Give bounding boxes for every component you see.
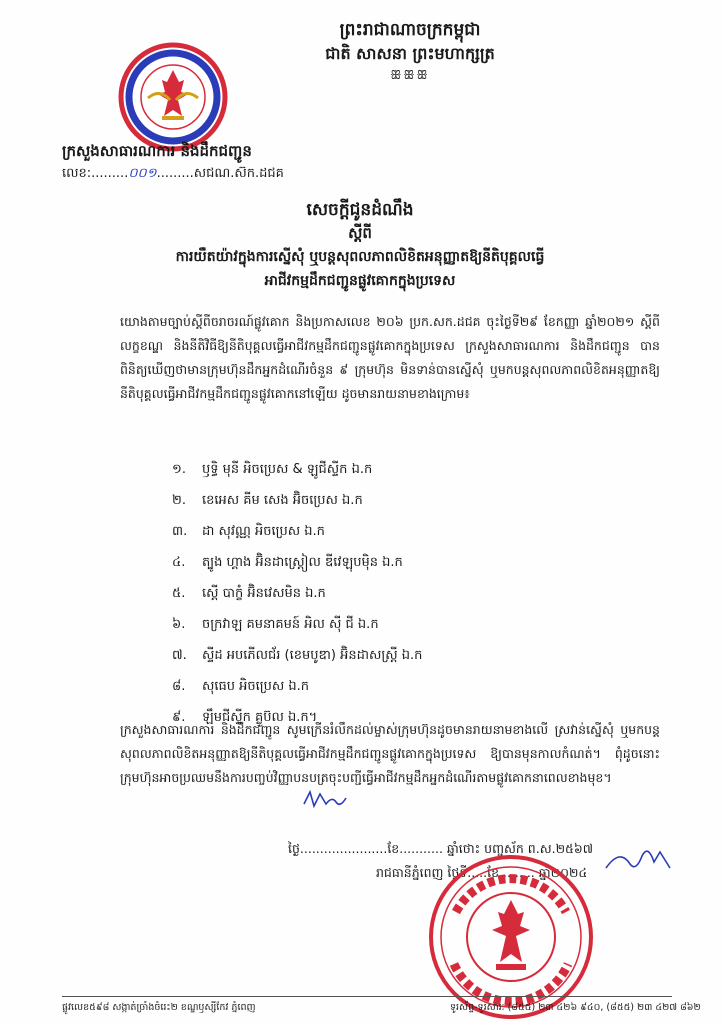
list-item: ៩. ឡឹមជីស្ទីក គ្លូប៊ល ឯ.ក។	[172, 710, 318, 725]
body-paragraph-2: ក្រសួងសាធារណការ និងដឹកជញ្ជូន សូមក្រើនរំលឹកដល់ម្ចាស់ក្រុមហ៊ុនដូចមានរាយនាមខាងលើ ស្រវាន់ស្នើសុំ ឬមកបន្តសុពលភាពលិខិតអនុញ្ញាតឱ្យនីតិបុគ្គលធ្វើអាជីវកម្មដឹកជញ្ជូនផ្លូវគោកក្នុងប្រទេស ឱ្យបានមុនកាលកំណត់។ ពុំដូចនោះ ក្រុមហ៊ុនអាចប្រឈមនឹងការបញ្ចប់វិញ្ញាបនបត្រចុះបញ្ជីធ្វើអាជីវកម្មដឹកអ្នកដំណើរតាមផ្លូវគោកនាពេលខាងមុខ។	[120, 722, 660, 785]
notice-subject-line1: ការយឺតយ៉ាវក្នុងការស្នើសុំ ឬបន្តសុពលភាពលិខិតអនុញ្ញាតឱ្យនីតិបុគ្គលធ្វើ	[175, 249, 545, 265]
lunar-date: ថ្ងៃ......................ខែ........... ឆ្នាំថោះ បញ្ចស័ក ព.ស.២៥៦៧	[288, 841, 593, 856]
list-item: ៤. ត្បូង ហ្គាង អ៊ិនដាស្ត្រៀល ឌីវេឡុបម៉ិន ឯ.ក	[172, 555, 403, 570]
list-item: ១. ឫទ្ធិ មុនី អិចប្រេស & ឡូជីស្ទីក ឯ.ក	[172, 462, 373, 477]
list-item: ៣. ដា សុវណ្ណ អិចប្រេស ឯ.ក	[172, 524, 325, 539]
reference-suffix: .........សជណ.ស៊ក.ដជគ	[156, 166, 284, 181]
reference-label: លេខ:.........	[62, 166, 129, 181]
company-list	[172, 454, 422, 733]
kingdom-title: ព្រះរាជាណាចក្រកម្ពុជា	[339, 20, 481, 40]
list-item: ៨. សុធេប អិចប្រេស ឯ.ក	[172, 679, 310, 694]
footer-address: ផ្លូវលេខ៥៩៨ សង្កាត់ច្រាំងចំរេះ២ ខណ្ឌឫស្សីកែវ ភ្នំពេញ	[62, 1002, 256, 1013]
notice-subject-label: ស្តីពី	[348, 224, 372, 242]
reference-number	[62, 164, 284, 184]
national-motto: ជាតិ សាសនា ព្រះមហាក្សត្រ	[325, 44, 495, 63]
ministry-name: ក្រសួងសាធារណការ និងដឹកជញ្ជូន	[62, 142, 252, 160]
body-paragraph-1: យោងតាមច្បាប់ស្តីពីចរាចរណ៍ផ្លូវគោក និងប្រកាសលេខ ២០៦ ប្រក.សក.ដជគ ចុះថ្ងៃទី២៩ ខែកញ្ញា ឆ្នាំ២០២១ ស្តីពីលក្ខខណ្ឌ និងនីតិវិធីឱ្យនីតិបុគ្គលធ្វើអាជីវកម្មដឹកជញ្ជូនផ្លូវគោកក្នុងប្រទេស ក្រសួងសាធារណការ និងដឹកជញ្ជូន បានពិនិត្យឃើញថាមានក្រុមហ៊ុនដឹកអ្នកដំណើរចំនួន ៩ ក្រុមហ៊ុន មិនទាន់បានស្នើសុំ ឬមកបន្តសុពលភាពលិខិតអនុញ្ញាតឱ្យនីតិបុគ្គលធ្វើអាជីវកម្មដឹកជញ្ជូនផ្លូវគោកនៅឡើយ ដូចមានរាយនាមខាងក្រោម៖	[120, 314, 660, 401]
footer-phone: ទូរស័ព្ទ-ទូរសារៈ (៨៥៥) ២៣ ៤២៦ ៩៤០, (៨៥៥) ២៣ ៤២៧ ៨៦២	[450, 1002, 701, 1013]
solar-date: រាជធានីភ្នំពេញ ថ្ងៃទី.....ខែ......... ឆ្នាំ២០២៤	[376, 865, 588, 880]
footer-divider	[62, 996, 672, 997]
ministry-logo	[118, 42, 228, 152]
list-item: ៧. ស្ទីដ អបភើលជ័រ (ខេមបូឌា) អ៊ិនដាសស្ត្រី ឯ.ក	[172, 648, 423, 663]
notice-subject-line2: អាជីវកម្មដឹកជញ្ជូនផ្លូវគោកក្នុងប្រទេស	[264, 273, 456, 289]
signature	[600, 838, 680, 878]
list-item: ៦. ចក្រវាឡ គមនាគមន៍ អិល ស៊ី ជី ឯ.ក	[172, 617, 379, 632]
reference-value: ០០១	[128, 166, 157, 181]
list-item: ៥. ស្តើ បាក្ខំ អ៊ិនវេសមិន ឯ.ក	[172, 586, 326, 601]
notice-title: សេចក្តីជូនដំណឹង	[306, 200, 414, 220]
kingdom-header	[290, 18, 530, 84]
ornament: ꕥꕥꕥ	[390, 68, 430, 82]
list-item: ២. ខេអេស គីម សេង អ៊ិចប្រេស ឯ.ក	[172, 493, 363, 508]
initials-mark	[300, 786, 360, 812]
